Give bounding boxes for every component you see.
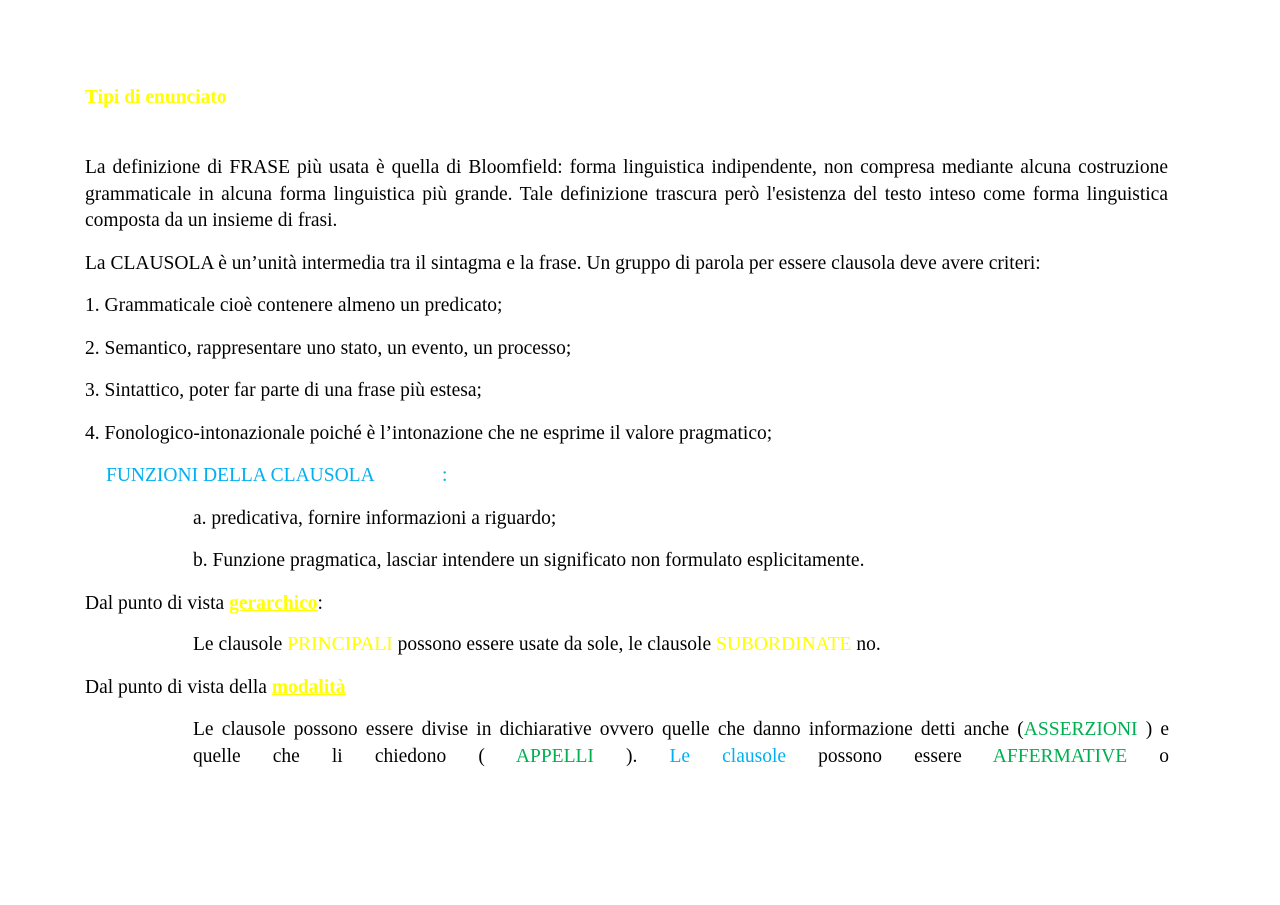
modality-keyword: modalità <box>271 677 346 698</box>
modality-paragraph <box>193 717 1169 770</box>
hierarchy-text: Le clausole <box>193 634 288 655</box>
criterion-item: 3. Sintattico, poter far parte di una frase più estesa; <box>85 380 482 401</box>
criterion-item: 4. Fonologico-intonazionale poiché è l’intonazione che ne esprime il valore pragmatico; <box>85 423 773 444</box>
hierarchy-text: possono essere usate da sole, le clausole <box>392 634 716 655</box>
functions-heading: FUNZIONI DELLA CLAUSOLA <box>106 465 375 486</box>
modality-text: ). <box>626 745 670 767</box>
function-item: a. predicativa, fornire informazioni a riguardo; <box>193 508 557 529</box>
hierarchy-suffix: : <box>317 593 323 614</box>
affermative-term: AFFERMATIVE <box>992 745 1128 767</box>
hierarchy-heading <box>85 591 323 617</box>
modality-text: possono essere <box>786 745 993 767</box>
clausola-paragraph: La CLAUSOLA è un’unità intermedia tra il sintagma e la frase. Un gruppo di parola per essere clausola deve avere criteri: <box>85 253 1041 274</box>
intro-paragraph: La definizione di FRASE più usata è quella di Bloomfield: forma linguistica indipendente, non compresa mediante alcuna costruzione grammaticale in alcuna forma linguistica più grande. Tale definizione trascura però l'esistenza del testo inteso come forma linguistica composta da un insieme di frasi. <box>85 157 1168 231</box>
asserzioni-term: ASSERZIONI <box>1023 719 1146 740</box>
modality-text: o <box>1127 745 1169 767</box>
functions-heading-colon: : <box>442 465 448 486</box>
hierarchy-prefix: Dal punto di vista <box>85 593 230 614</box>
subordinate-term: SUBORDINATE <box>716 634 852 655</box>
hierarchy-text: no. <box>851 634 881 655</box>
hierarchy-sentence <box>193 632 881 658</box>
modality-text: ) e quelle che li chiedono ( <box>193 719 1169 767</box>
modality-heading <box>85 675 346 701</box>
le-clausole-term: Le clausole <box>669 745 787 767</box>
modality-text: Le clausole possono essere divise in dichiarative ovvero quelle che danno informazione detti anche ( <box>193 719 1024 740</box>
appelli-term: APPELLI <box>515 745 626 767</box>
document-title: Tipi di enunciato <box>85 87 227 108</box>
modality-prefix: Dal punto di vista della <box>85 677 272 698</box>
criterion-item: 1. Grammaticale cioè contenere almeno un predicato; <box>85 295 503 316</box>
criterion-item: 2. Semantico, rappresentare uno stato, un evento, un processo; <box>85 338 572 359</box>
hierarchy-keyword: gerarchico <box>229 593 318 614</box>
function-item: b. Funzione pragmatica, lasciar intendere un significato non formulato esplicitamente. <box>193 550 865 571</box>
principali-term: PRINCIPALI <box>287 634 393 655</box>
